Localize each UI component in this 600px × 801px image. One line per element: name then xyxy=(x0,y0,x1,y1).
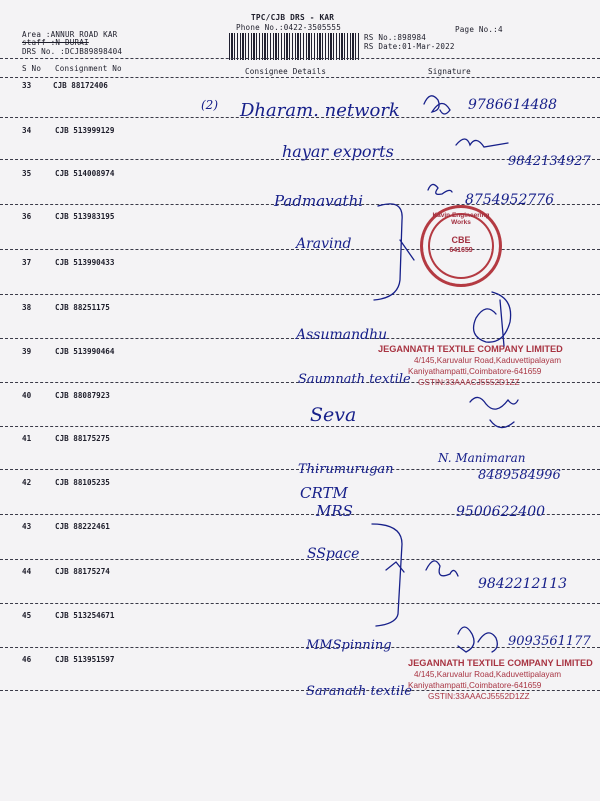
handwritten-consignee: Thirumurugan xyxy=(298,462,394,477)
row-consignment: CJB 513990464 xyxy=(55,347,115,356)
handwritten-consignee: hayar exports xyxy=(282,142,394,161)
handwritten-consignee: Aravind xyxy=(296,236,352,252)
row-sno: 40 xyxy=(22,391,32,400)
staff-label: staff :N DURAI xyxy=(22,38,89,47)
row-sno: 46 xyxy=(22,655,32,664)
row-sno: 41 xyxy=(22,434,32,443)
handwritten-consignee: Padmavathi xyxy=(274,192,364,210)
report-title: TPC/CJB DRS - KAR xyxy=(251,13,335,22)
handwritten-consignee: Assumandhu xyxy=(296,327,388,343)
row-consignment: CJB 88087923 xyxy=(55,391,110,400)
signature-scribble xyxy=(474,292,511,342)
row-sno: 34 xyxy=(22,126,32,135)
col-sno: S No xyxy=(22,64,42,73)
handwritten-note: (2) xyxy=(201,98,218,112)
row-sno: 38 xyxy=(22,303,32,312)
row-sno: 39 xyxy=(22,347,32,356)
row-consignment: CJB 88251175 xyxy=(55,303,110,312)
row-sno: 45 xyxy=(22,611,32,620)
bracket-mark xyxy=(372,524,402,626)
row-consignment: CJB 88172406 xyxy=(53,81,108,90)
handwritten-consignee: Saranath textile xyxy=(306,684,412,699)
rs-number: RS No.:898984 xyxy=(364,33,427,42)
signature-scribble xyxy=(424,96,450,114)
signature-scribble xyxy=(470,397,518,409)
row-sno: 35 xyxy=(22,169,32,178)
signature-scribble xyxy=(456,139,508,147)
row-sno: 33 xyxy=(22,81,32,90)
handwritten-phone: 8489584996 xyxy=(478,468,561,483)
stamp-company-name: JEGANNATH TEXTILE COMPANY LIMITED xyxy=(378,344,563,354)
row-consignment: CJB 88105235 xyxy=(55,478,110,487)
col-signature: Signature xyxy=(428,67,471,76)
bracket-mark xyxy=(400,240,414,260)
handwritten-phone: 9500622400 xyxy=(456,504,546,520)
handwritten-name: N. Manimaran xyxy=(438,451,526,465)
signature-scribble xyxy=(428,184,452,194)
handwritten-consignee: Dharam. network xyxy=(240,100,400,121)
signature-scribble xyxy=(490,420,514,428)
row-sno: 42 xyxy=(22,478,32,487)
signature-scribble xyxy=(458,627,474,652)
drs-number: DRS No. :DCJB89898404 xyxy=(22,47,123,56)
phone-number: Phone No.:0422-3505555 xyxy=(236,23,341,32)
handwritten-consignee: MMSpinning xyxy=(306,638,392,653)
stamp-address-line: Kaniyathampatti,Coimbatore-641659 xyxy=(408,367,542,376)
handwritten-phone: 8754952776 xyxy=(465,192,555,208)
row-consignment: CJB 88175275 xyxy=(55,434,110,443)
row-consignment: CJB 88175274 xyxy=(55,567,110,576)
row-sno: 37 xyxy=(22,258,32,267)
handwritten-phone: 9786614488 xyxy=(468,97,558,113)
handwritten-phone: 9842212113 xyxy=(478,576,568,592)
row-consignment: CJB 513990433 xyxy=(55,258,115,267)
row-consignment: CJB 513951597 xyxy=(55,655,115,664)
stamp-address-line: 4/145,Karuvalur Road,Kaduvettipalayam xyxy=(414,356,562,365)
stamp-address-line: Kaniyathampatti,Coimbatore-641659 xyxy=(408,681,542,690)
handwritten-consignee: SSpace xyxy=(307,546,360,562)
row-consignment: CJB 513999129 xyxy=(55,126,115,135)
row-consignment: CJB 514008974 xyxy=(55,169,115,178)
handwritten-consignee: Seva xyxy=(310,404,357,426)
handwritten-phone: 9093561177 xyxy=(508,634,591,649)
row-sno: 36 xyxy=(22,212,32,221)
stamp-company-name: JEGANNATH TEXTILE COMPANY LIMITED xyxy=(408,658,593,668)
stamp-gstin: GSTIN:33AAACJ5552D1ZZ xyxy=(418,378,520,387)
handwritten-consignee: Saumnath textile xyxy=(298,372,411,387)
row-consignment: CJB 513254671 xyxy=(55,611,115,620)
row-consignment: CJB 513983195 xyxy=(55,212,115,221)
stamp-city: CBE xyxy=(451,235,471,245)
page-number: Page No.:4 xyxy=(455,25,503,34)
col-consignment: Consignment No xyxy=(55,64,122,73)
handwritten-consignee: CRTM xyxy=(300,484,348,502)
signature-scribble xyxy=(426,561,458,576)
signature-scribble xyxy=(478,633,497,652)
area-label: Area :ANNUR ROAD KAR xyxy=(22,30,118,39)
stamp-gstin: GSTIN:33AAACJ5552D1ZZ xyxy=(428,692,530,701)
handwritten-phone: 9842134927 xyxy=(508,154,591,169)
col-consignee: Consignee Details xyxy=(245,67,327,76)
rs-date: RS Date:01-Mar-2022 xyxy=(364,42,455,51)
stamp-address-line: 4/145,Karuvalur Road,Kaduvettipalayam xyxy=(414,670,562,679)
row-sno: 44 xyxy=(22,567,32,576)
bracket-mark xyxy=(374,204,402,300)
row-consignment: CJB 88222461 xyxy=(55,522,110,531)
stamp-ring-text: Kavin Engineering Works xyxy=(432,212,490,226)
handwritten-consignee: MRS xyxy=(316,502,353,520)
stamp-pincode: 641659 xyxy=(449,247,473,254)
row-sno: 43 xyxy=(22,522,32,531)
